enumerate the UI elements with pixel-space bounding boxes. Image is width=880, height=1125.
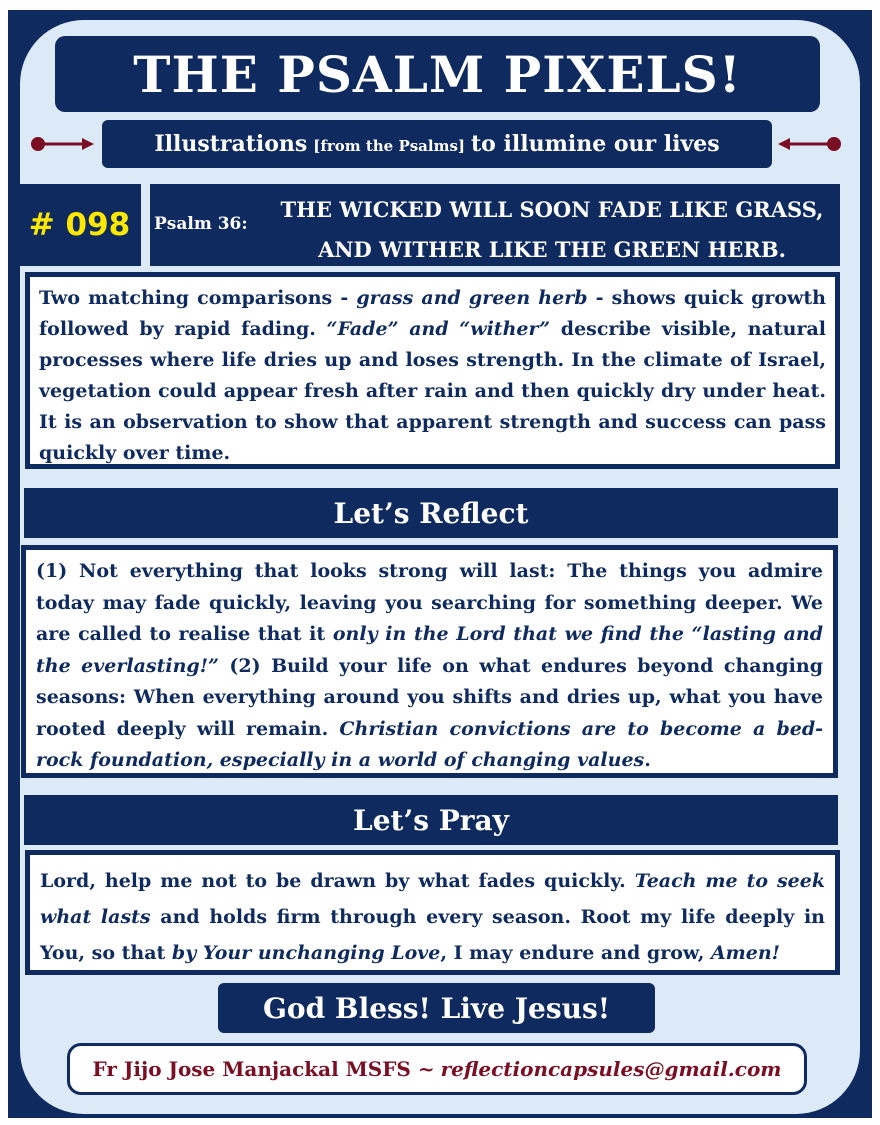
- subtitle-banner: [102, 120, 772, 168]
- verse-text: [268, 190, 836, 270]
- pixel-number: # 098: [18, 184, 141, 266]
- emphasis-text: Christian convictions are to become a bed-rock foundation, especially in a world of changing values: [36, 717, 823, 771]
- author-footer: [67, 1043, 807, 1095]
- emphasis-text: only in the Lord that we find the “lasting and the everlasting!”: [36, 623, 824, 677]
- body-text: (2) Build your life on what endures beyond changing seasons: When everything around you shifts and dries up, what you have rooted deeply will remain.: [36, 654, 824, 740]
- emphasis-text: “Fade” and “wither”: [326, 318, 551, 340]
- arrow-left-icon: [776, 136, 842, 152]
- verse-header: [150, 184, 840, 266]
- subtitle-part-1: Illustrations: [154, 131, 308, 157]
- body-text: describe visible, natural processes where life dries up and loses strength. In the climate of Israel, vegetation could appear fresh after rain and then quickly dry under heat. It is an observation to show that apparent strength and success can pass quickly over time.: [39, 318, 827, 464]
- body-text: (1) Not everything that looks strong will last: The things you admire today may fade quickly, leaving you searching for something deeper. We are called to realise that it: [36, 560, 823, 645]
- pray-heading: Let’s Pray: [24, 795, 838, 845]
- emphasis-text: Teach me to seek what lasts: [40, 870, 826, 928]
- subtitle-part-2: [from the Psalms]: [313, 137, 466, 155]
- body-text: , I may endure and grow,: [440, 942, 711, 964]
- body-text: Lord, help me not to be drawn by what fades quickly.: [40, 870, 635, 892]
- body-text: Two matching comparisons -: [39, 287, 357, 309]
- author-name: Fr Jijo Jose Manjackal MSFS ~: [92, 1057, 435, 1081]
- body-text: .: [644, 749, 651, 771]
- page-title: THE PSALM PIXELS!: [55, 36, 820, 112]
- author-email[interactable]: reflectioncapsules@gmail.com: [440, 1057, 782, 1081]
- subtitle-part-3: to illumine our lives: [471, 131, 720, 157]
- verse-line-2: AND WITHER LIKE THE GREEN HERB.: [318, 237, 786, 262]
- arrow-right-icon: [30, 136, 96, 152]
- verse-line-1: THE WICKED WILL SOON FADE LIKE GRASS,: [280, 197, 824, 222]
- emphasis-text: by Your unchanging Love: [171, 942, 441, 964]
- blessing-banner: God Bless! Live Jesus!: [218, 983, 655, 1033]
- emphasis-text: grass and green herb: [356, 287, 588, 309]
- body-text: and holds firm through every season. Root my life deeply in You, so that: [40, 906, 825, 964]
- body-text: - shows quick growth followed by rapid fading.: [39, 287, 826, 340]
- emphasis-text: Amen!: [710, 942, 781, 964]
- pray-text: [25, 850, 840, 975]
- intro-text: [25, 272, 840, 469]
- reflect-text: [21, 545, 838, 778]
- psalm-reference: Psalm 36:: [154, 214, 248, 234]
- reflect-heading: Let’s Reflect: [24, 488, 838, 538]
